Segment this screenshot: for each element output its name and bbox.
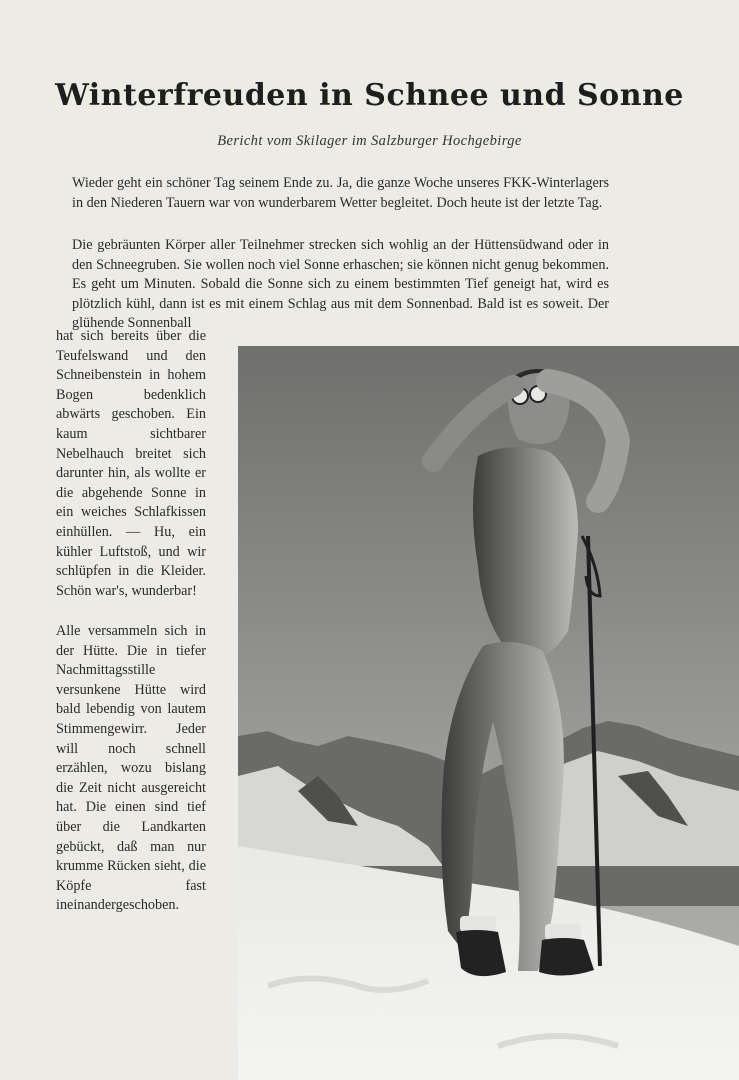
paragraph-2: Die gebräunten Körper aller Teilnehmer strecken sich wohlig an der Hüttensüdwand oder in den Schneegruben. Sie wollen noch viel Sonne erhaschen; sie können nicht genug bekommen. Es geht um Minuten. Sobald die Sonne sich zu einem bestimmten Tief geneigt hat, wird es plötzlich kühl, dann ist es mit einem Schlag aus mit dem Sonnenbad. Bald ist es soweit. Der glühende Sonnenball — [72, 237, 609, 332]
column-text-1: hat sich bereits über die Teufelswand und den Schneibenstein in hohem Bogen bedenklich abwärts geschoben. Ein kaum sichtbarer Nebelhauch breitet sich darunter hin, als wollte er die abgehende Sonne in ein weiches Schlafkissen einhüllen. — Hu, ein kühler Luftstoß, und wir schlüpfen in die Kleider. Schön war's, wunderbar! — [56, 328, 206, 599]
column-text-2: Alle versammeln sich in der Hütte. Die in tiefer Nachmittagsstille versunkene Hütte wird bald lebendig von lautem Stimmengewirr. Jeder will noch schnell erzählen, wozu bislang die Zeit nicht ausgereicht hat. Die einen sind tief über die Landkarten gebückt, daß man nur krumme Rücken sieht, die Köpfe fast ineinandergeschoben. — [56, 623, 206, 914]
paragraph-1: Wieder geht ein schöner Tag seinem Ende zu. Ja, die ganze Woche unseres FKK-Winterlagers in den Niederen Tauern war von wunderbarem Wetter begleitet. Doch heute ist der letzte Tag. — [72, 175, 609, 211]
photo-skier-in-snow — [238, 346, 739, 1080]
article-title: Winterfreuden in Schnee und Sonne — [55, 78, 684, 113]
article-subtitle: Bericht vom Skilager im Salzburger Hochgebirge — [217, 133, 522, 149]
